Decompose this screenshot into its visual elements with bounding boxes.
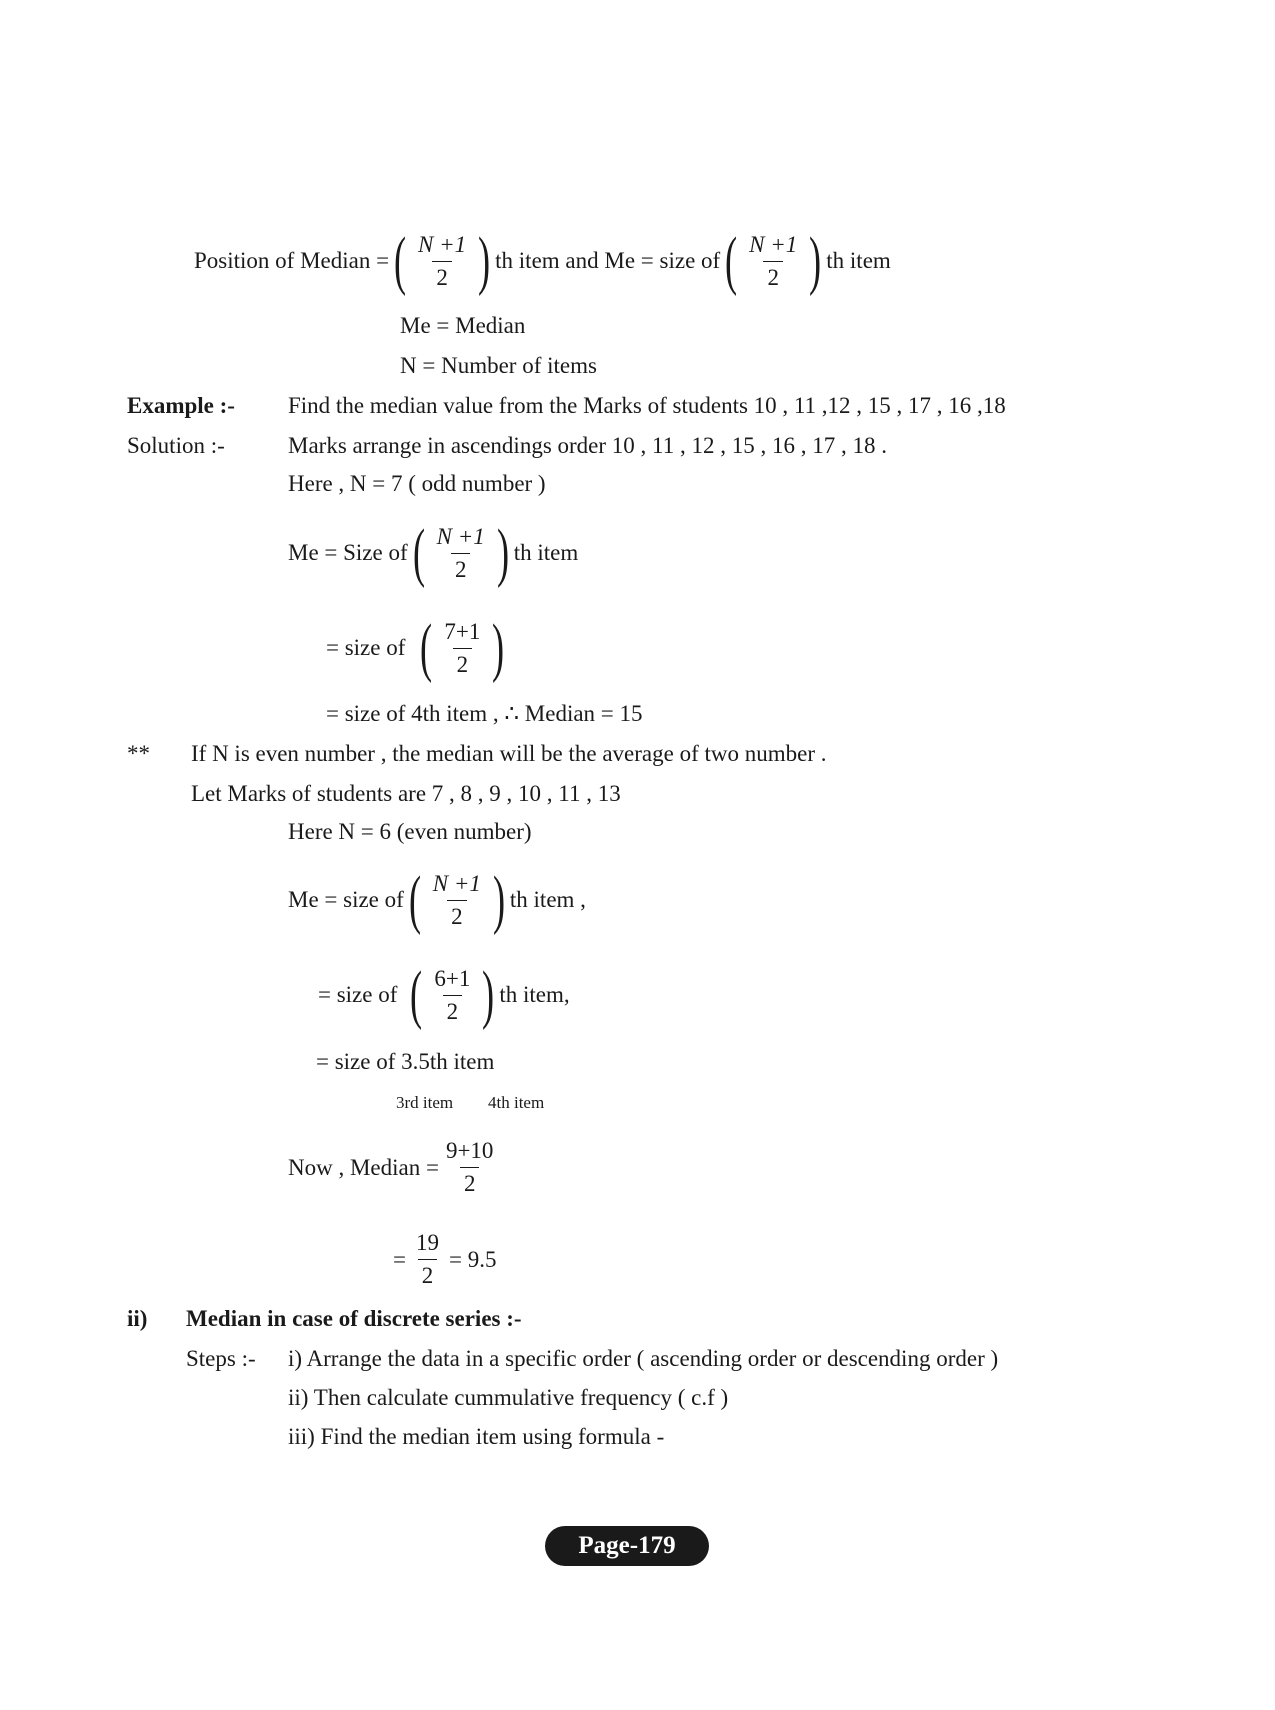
- fraction-numerator: N +1: [418, 231, 467, 257]
- fraction-denominator: 2: [443, 995, 463, 1025]
- even-case-step-3: = size of 3.5th item: [316, 1049, 495, 1074]
- fraction-numerator: 9+10: [445, 1138, 494, 1163]
- definition-me: Me = Median: [400, 313, 526, 338]
- fraction-denominator: 2: [451, 553, 471, 583]
- fraction-numerator: N +1: [749, 231, 798, 257]
- fraction-numerator: 6+1: [434, 965, 471, 991]
- formula-left-label: Position of Median =: [194, 248, 390, 273]
- step-left-text: = size of: [318, 982, 398, 1007]
- fraction-denominator: 2: [432, 261, 452, 291]
- even-case-step-2: [318, 958, 570, 1031]
- solution-step-1: [288, 516, 579, 589]
- even-case-line-1: If N is even number , the median will be the average of two number .: [191, 741, 827, 766]
- even-case-step-1: [288, 863, 586, 936]
- note-3rd-item: 3rd item: [396, 1093, 454, 1112]
- step-right-text: th item ,: [509, 887, 586, 912]
- even-case-line-2: Let Marks of students are 7 , 8 , 9 , 10 , 11 , 13: [191, 781, 621, 806]
- final-equals: =: [393, 1246, 406, 1272]
- step-fraction: ( $\frac{6+1}{2}$ ): [410, 958, 495, 1031]
- step-item-1: i) Arrange the data in a specific order ( ascending order or descending order ): [288, 1346, 999, 1371]
- fraction-denominator: 2: [447, 900, 467, 930]
- step-item-2: ii) Then calculate cummulative frequency ( c.f ): [288, 1385, 729, 1410]
- fraction-denominator: 2: [763, 261, 783, 291]
- final-median: [393, 1230, 496, 1289]
- formula-end-text: th item: [826, 248, 891, 273]
- discrete-heading: Median in case of discrete series :-: [186, 1306, 522, 1331]
- formula-fraction-2: ( $\frac{N +1}{2}$ ): [725, 224, 822, 297]
- formula-fraction-1: ( $\frac{N +1}{2}$ ): [394, 224, 491, 297]
- formula-mid-text: th item and Me = size of: [495, 248, 721, 273]
- even-case-line-3: Here N = 6 (even number): [288, 819, 532, 844]
- step-fraction: ( $\frac{7+1}{2}$ ): [420, 611, 505, 684]
- fraction-numerator: 7+1: [444, 618, 481, 644]
- definition-n: N = Number of items: [400, 353, 597, 378]
- solution-step-3: = size of 4th item , ∴ Median = 15: [326, 701, 643, 726]
- even-case-marker: **: [127, 741, 150, 766]
- page-number-badge: Page-179: [545, 1526, 709, 1566]
- solution-line-1: Marks arrange in ascendings order 10 , 11 , 12 , 15 , 16 , 17 , 18 .: [288, 433, 887, 458]
- now-median: [288, 1138, 500, 1197]
- solution-label: Solution :-: [127, 433, 225, 458]
- fraction-numerator: N +1: [432, 870, 481, 896]
- fraction-denominator: 2: [460, 1167, 480, 1197]
- steps-label: Steps :-: [186, 1346, 256, 1371]
- fraction-denominator: 2: [418, 1259, 438, 1289]
- now-fraction: [442, 1138, 497, 1197]
- example-label: Example :-: [127, 393, 235, 418]
- fraction-numerator: 19: [415, 1230, 439, 1255]
- step-left-text: = size of: [326, 635, 406, 660]
- step-right-text: th item: [513, 540, 579, 565]
- step-left-text: Me = Size of: [288, 540, 408, 565]
- step-right-text: th item,: [499, 982, 570, 1007]
- example-text: Find the median value from the Marks of students 10 , 11 ,12 , 15 , 17 , 16 ,18: [288, 393, 1006, 418]
- discrete-marker: ii): [127, 1306, 148, 1331]
- solution-line-2: Here , N = 7 ( odd number ): [288, 471, 546, 496]
- median-position-formula: [194, 224, 891, 297]
- fraction-numerator: N +1: [436, 523, 485, 549]
- final-right-text: = 9.5: [448, 1246, 497, 1272]
- note-4th-item: 4th item: [488, 1093, 545, 1112]
- final-fraction: [412, 1230, 443, 1289]
- step-fraction: ( $\frac{N +1}{2}$ ): [412, 516, 509, 589]
- step-item-3: iii) Find the median item using formula -: [288, 1424, 665, 1449]
- now-left-text: Now , Median =: [288, 1154, 439, 1180]
- solution-step-2: [326, 611, 509, 684]
- step-fraction: ( $\frac{N +1}{2}$ ): [408, 863, 505, 936]
- fraction-denominator: 2: [453, 648, 473, 678]
- step-left-text: Me = size of: [288, 887, 404, 912]
